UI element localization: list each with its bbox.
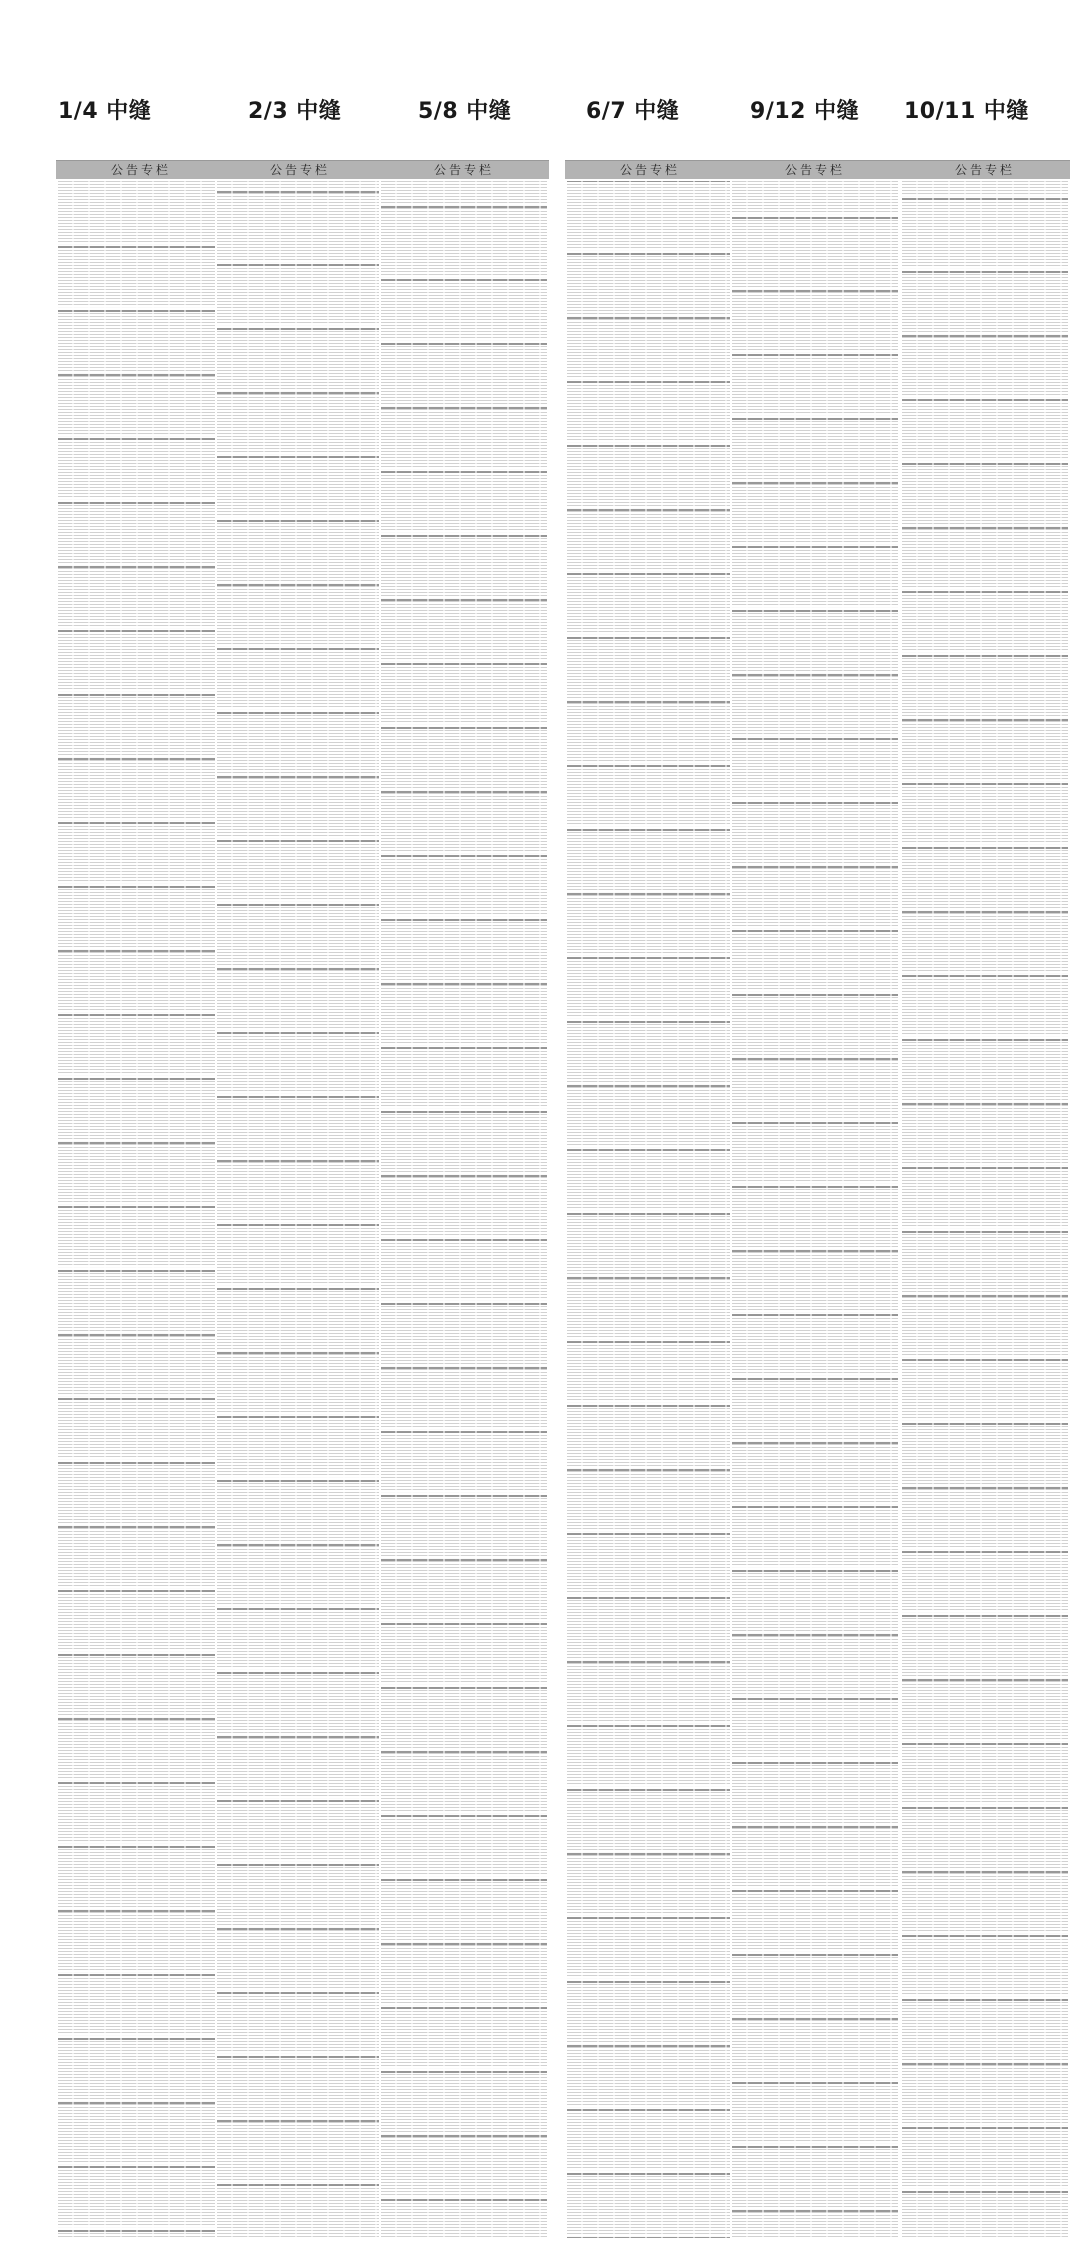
column-label-1: 1/4 中缝 <box>58 99 152 124</box>
notice-column-3 <box>379 160 549 2238</box>
notice-column-6 <box>900 160 1070 2238</box>
column-header: 公告专栏 <box>565 161 735 179</box>
column-label-4: 6/7 中缝 <box>586 99 680 124</box>
column-header: 公告专栏 <box>379 161 549 179</box>
notice-text-block <box>732 181 898 2238</box>
notice-text-block <box>381 181 547 2238</box>
notice-column-2 <box>215 160 385 2238</box>
column-header: 公告专栏 <box>730 161 900 179</box>
column-header: 公告专栏 <box>215 161 385 179</box>
notice-text-block <box>217 181 383 2238</box>
column-header: 公告专栏 <box>56 161 226 179</box>
column-label-5: 9/12 中缝 <box>750 99 860 124</box>
notice-column-4 <box>565 160 735 2238</box>
notice-text-block <box>902 181 1068 2238</box>
column-label-3: 5/8 中缝 <box>418 99 512 124</box>
column-header: 公告专栏 <box>900 161 1070 179</box>
notice-column-5 <box>730 160 900 2238</box>
column-labels <box>0 94 1083 134</box>
notice-text-block <box>58 181 224 2238</box>
notice-column-1 <box>56 160 226 2238</box>
notice-text-block <box>567 181 733 2238</box>
column-label-6: 10/11 中缝 <box>904 99 1029 124</box>
column-label-2: 2/3 中缝 <box>248 99 342 124</box>
